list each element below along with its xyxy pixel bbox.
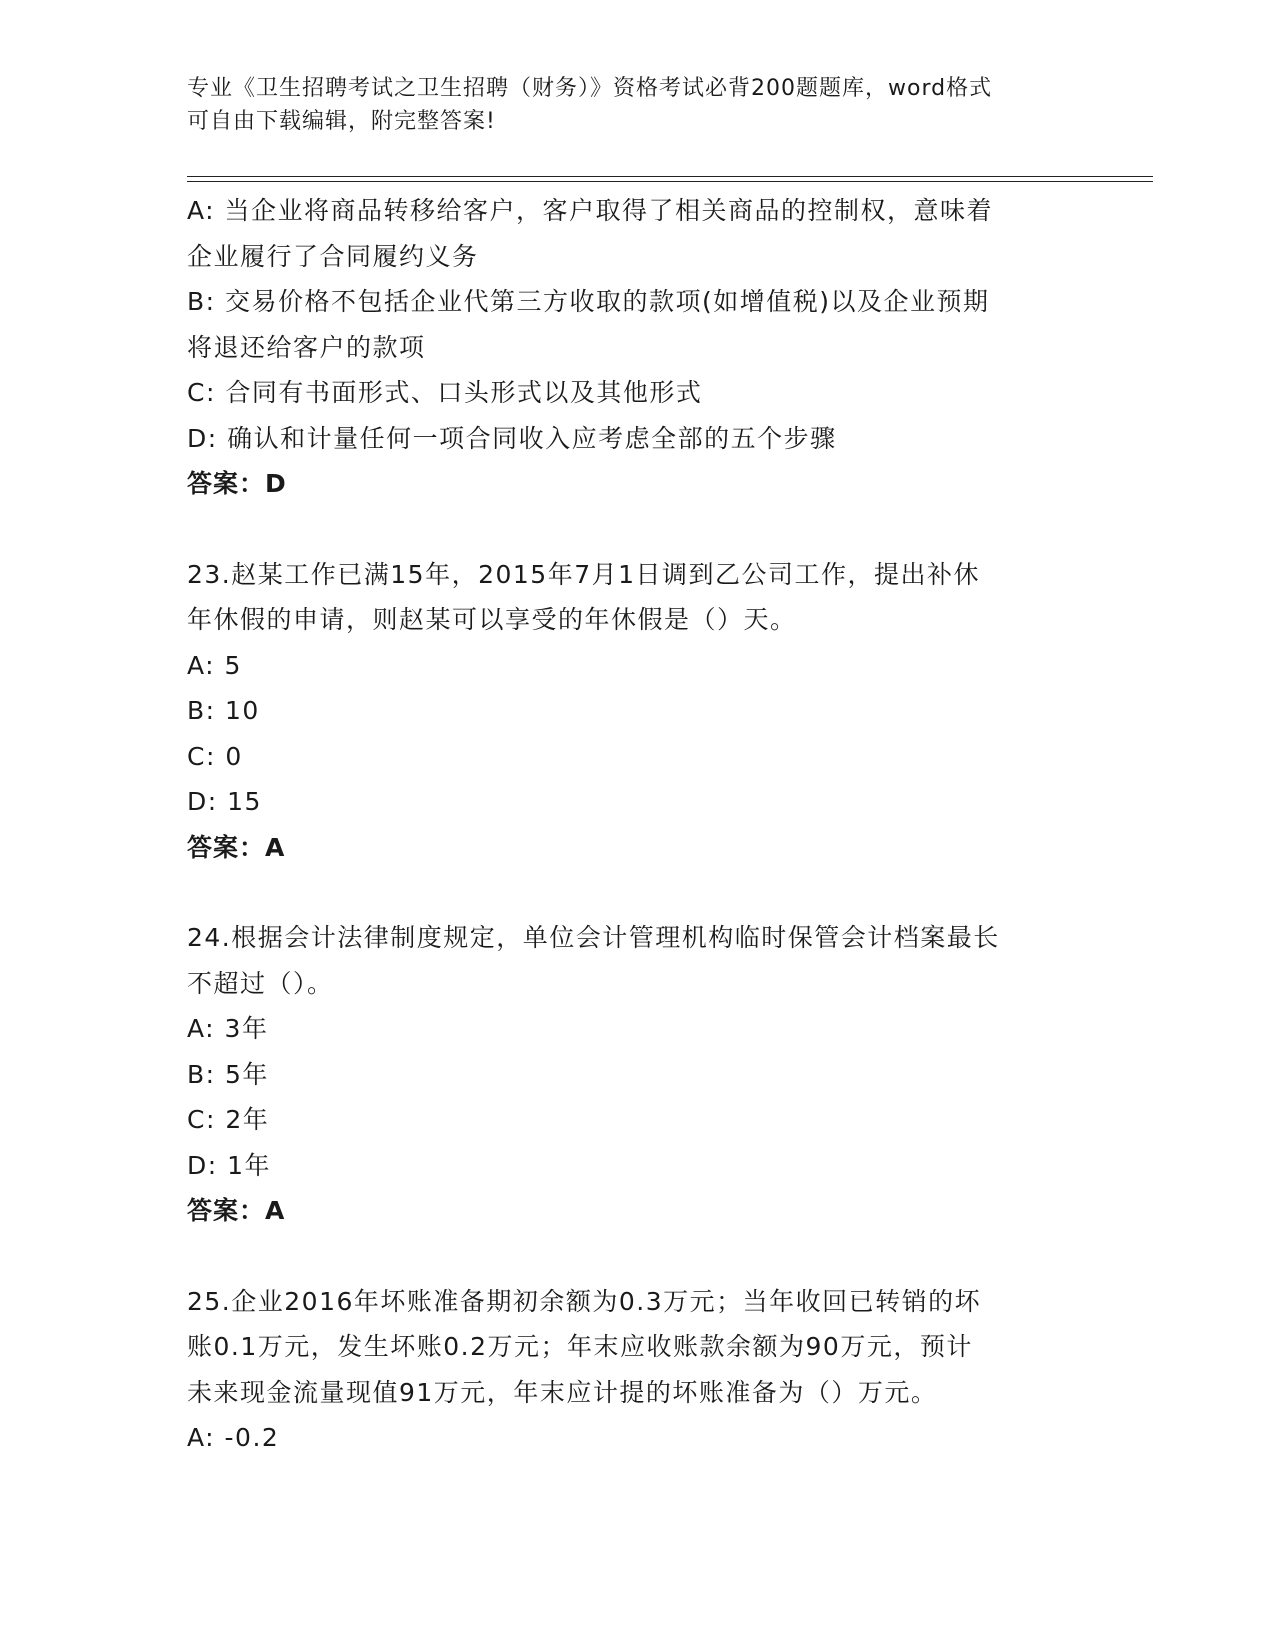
- header-divider-top: [187, 176, 1153, 177]
- option-line: B: 10: [187, 696, 260, 725]
- question-25: [187, 1279, 1087, 1461]
- option-line: D: 确认和计量任何一项合同收入应考虑全部的五个步骤: [187, 423, 837, 453]
- question-stem-line: 年休假的申请，则赵某可以享受的年休假是（）天。: [187, 605, 797, 634]
- answer-line: 答案：D: [187, 469, 287, 498]
- answer-line: 答案：A: [187, 1196, 286, 1225]
- option-line: 企业履行了合同履约义务: [187, 241, 479, 271]
- answer-line: 答案：A: [187, 832, 286, 862]
- header-divider-bottom: [187, 181, 1153, 182]
- question-stem-line: 23.赵某工作已满15年，2015年7月1日调到乙公司工作，提出补休: [187, 559, 981, 589]
- question-stem-line: 不超过（）。: [187, 968, 334, 998]
- question-stem-line: 24.根据会计法律制度规定，单位会计管理机构临时保管会计档案最长: [187, 923, 1000, 952]
- question-stem-line: 账0.1万元，发生坏账0.2万元；年末应收账款余额为90万元，预计: [187, 1332, 973, 1361]
- header-line-1: 专业《卫生招聘考试之卫生招聘（财务）》资格考试必背200题题库，word格式: [187, 76, 993, 101]
- question-stem-line: 25.企业2016年坏账准备期初余额为0.3万元；当年收回已转销的坏: [187, 1286, 982, 1316]
- option-line: C: 2年: [187, 1105, 270, 1134]
- question-stem-line: 未来现金流量现值91万元，年末应计提的坏账准备为（）万元。: [187, 1377, 938, 1407]
- document-header: [187, 72, 1067, 138]
- option-line: A: 5: [187, 650, 242, 680]
- option-line: D: 1年: [187, 1150, 272, 1180]
- option-line: A: -0.2: [187, 1423, 280, 1452]
- question-22: [187, 188, 1087, 507]
- option-line: B: 交易价格不包括企业代第三方收取的款项(如增值税)以及企业预期: [187, 287, 990, 316]
- option-line: D: 15: [187, 787, 262, 816]
- option-line: B: 5年: [187, 1059, 269, 1089]
- question-list: [187, 188, 1087, 1461]
- option-line: A: 当企业将商品转移给客户，客户取得了相关商品的控制权，意味着: [187, 196, 994, 225]
- option-line: C: 合同有书面形式、口头形式以及其他形式: [187, 378, 703, 407]
- question-24: [187, 915, 1087, 1234]
- option-line: C: 0: [187, 741, 243, 771]
- option-line: A: 3年: [187, 1014, 269, 1043]
- option-line: 将退还给客户的款项: [187, 332, 426, 362]
- header-line-2: 可自由下载编辑，附完整答案!: [187, 109, 496, 134]
- question-23: [187, 552, 1087, 871]
